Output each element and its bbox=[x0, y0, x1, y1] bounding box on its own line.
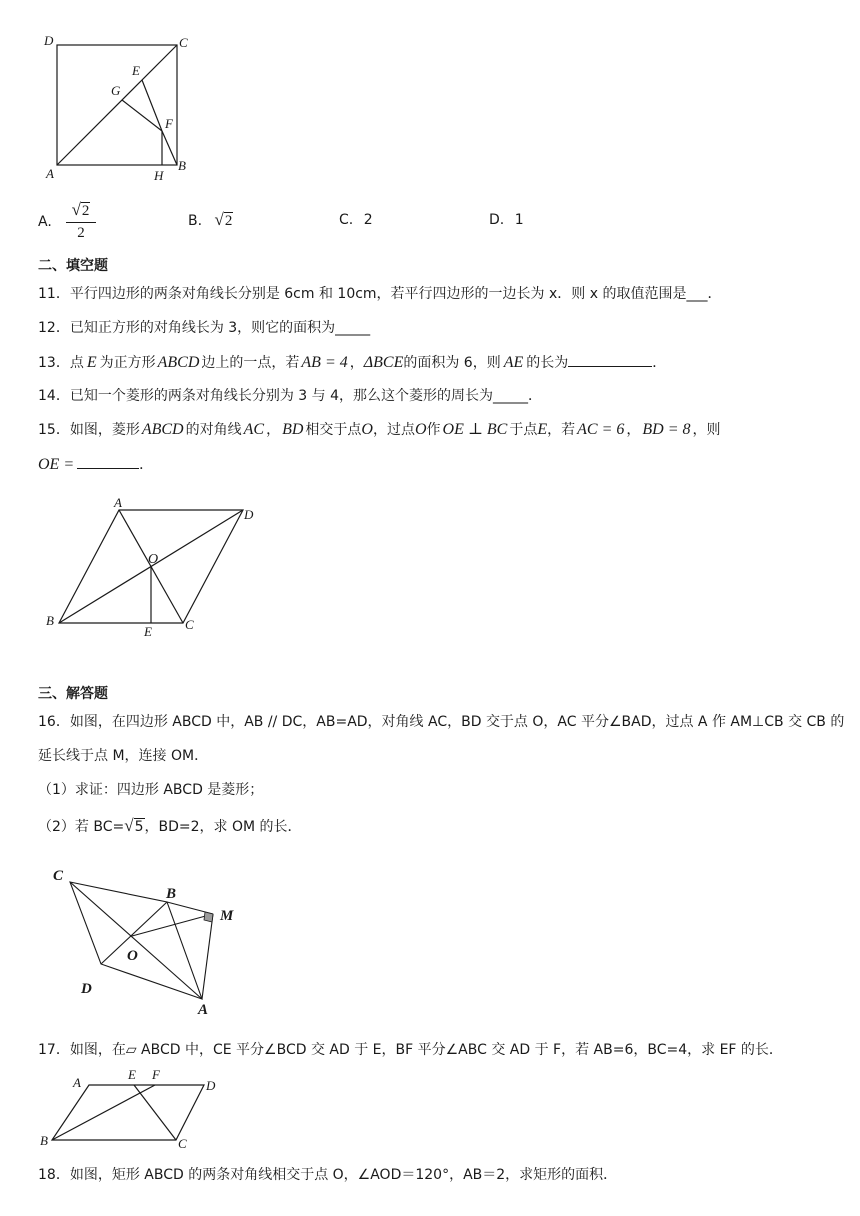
label-b: B bbox=[40, 1133, 48, 1148]
question-15-line-2 bbox=[38, 454, 153, 475]
label-d: D bbox=[44, 33, 54, 48]
q15-point-o: O bbox=[361, 421, 373, 438]
question-17: 17．如图，在▱ ABCD 中，CE 平分∠BCD 交 AD 于 E，BF 平分∠ABC 交 AD 于 F，若 AB=6，BC=4，求 EF 的长． bbox=[38, 1042, 783, 1058]
q13-text-3: 边上的一点，若 bbox=[201, 355, 300, 371]
option-c[interactable] bbox=[339, 210, 373, 230]
option-b-label: B. bbox=[188, 213, 203, 229]
q15-text-5: ，过点 bbox=[372, 422, 415, 438]
q15-end: ． bbox=[139, 457, 154, 473]
q13-ae: AE bbox=[503, 354, 524, 371]
label-o: O bbox=[148, 552, 159, 567]
q15-abcd: ABCD bbox=[141, 421, 184, 438]
label-f: F bbox=[152, 1067, 160, 1082]
option-d-value: 1 bbox=[514, 212, 524, 228]
label-d: D bbox=[206, 1078, 216, 1093]
question-15-line-1 bbox=[38, 420, 721, 440]
label-d: D bbox=[244, 507, 254, 522]
q15-text-6: 作 bbox=[426, 422, 441, 438]
label-g: G bbox=[111, 83, 121, 98]
q15-ac: AC bbox=[243, 421, 265, 438]
label-o: O bbox=[127, 948, 138, 964]
question-16-part-2: （2）若 BC=√5，BD=2，求 OM 的长． bbox=[38, 816, 302, 835]
q15-text-8: ，若 bbox=[547, 422, 576, 438]
question-11: 11．平行四边形的两条对角线长分别是 6cm 和 10cm，若平行四边形的一边长为 x．则 x 的取值范围是___． bbox=[38, 286, 722, 302]
q13-text-2: 为正方形 bbox=[99, 355, 156, 371]
q13-triangle-bce: ΔBCE bbox=[363, 354, 404, 371]
q15-text-7: 于点 bbox=[509, 422, 538, 438]
label-c: C bbox=[185, 617, 194, 632]
question-16-part-1: （1）求证：四边形 ABCD 是菱形； bbox=[38, 782, 264, 798]
label-b: B bbox=[178, 158, 186, 173]
q15-text-2: 的对角线 bbox=[185, 422, 242, 438]
label-h: H bbox=[154, 168, 164, 183]
figure-square-abcd bbox=[40, 30, 200, 185]
label-a: A bbox=[114, 495, 122, 510]
q13-text-6: 的长为 bbox=[526, 355, 569, 371]
option-a-numerator: 2 bbox=[81, 203, 90, 219]
label-c: C bbox=[53, 868, 64, 884]
q13-ab-eq: AB = 4 bbox=[301, 354, 348, 371]
figure-parallelogram bbox=[40, 1065, 230, 1155]
option-c-label: C. bbox=[339, 212, 354, 228]
q15-bd-eq: BD = 8 bbox=[642, 421, 691, 438]
label-c: C bbox=[178, 1136, 187, 1151]
question-12: 12．已知正方形的对角线长为 3，则它的面积为_____ bbox=[38, 320, 371, 336]
q15-text-9: ， bbox=[626, 422, 641, 438]
q15-text-4: 相交于点 bbox=[305, 422, 362, 438]
question-16-line-2: 延长线于点 M，连接 OM． bbox=[38, 748, 209, 764]
label-a: A bbox=[46, 166, 54, 181]
q15-oe-eq: OE = bbox=[38, 456, 75, 473]
question-14: 14．已知一个菱形的两条对角线长分别为 3 与 4，那么这个菱形的周长为_____． bbox=[38, 388, 542, 404]
q13-text-1: 13．点 bbox=[38, 355, 84, 371]
option-a-fraction: √2 2 bbox=[66, 200, 96, 243]
q13-point-e: E bbox=[86, 354, 97, 371]
q13-abcd: ABCD bbox=[157, 354, 200, 371]
q15-oe-perp: OE ⊥ BC bbox=[442, 421, 508, 438]
label-b: B bbox=[166, 886, 177, 902]
q15-ac-eq: AC = 6 bbox=[577, 421, 625, 438]
q15-answer-blank[interactable] bbox=[77, 454, 139, 469]
q16-part2-text-1: （2）若 BC= bbox=[38, 819, 125, 835]
q16-sqrt-5: 5 bbox=[134, 819, 144, 835]
q15-point-e: E bbox=[537, 421, 548, 438]
q15-text-1: 15．如图，菱形 bbox=[38, 422, 140, 438]
label-e: E bbox=[132, 63, 140, 78]
label-d: D bbox=[81, 981, 92, 997]
q15-bd: BD bbox=[282, 421, 304, 438]
option-d-label: D. bbox=[489, 212, 505, 228]
q15-point-o2: O bbox=[414, 421, 427, 438]
label-f: F bbox=[165, 116, 173, 131]
question-13 bbox=[38, 352, 666, 373]
section-title-solutions: 三、解答题 bbox=[38, 686, 108, 702]
option-d[interactable] bbox=[489, 210, 524, 230]
option-a-denominator: 2 bbox=[66, 222, 96, 243]
label-b: B bbox=[46, 613, 54, 628]
label-m: M bbox=[220, 908, 234, 924]
question-18: 18．如图，矩形 ABCD 的两条对角线相交于点 O，∠AOD＝120°，AB＝2，求矩形的面积． bbox=[38, 1167, 618, 1183]
figure-rhombus bbox=[40, 495, 270, 645]
label-e: E bbox=[128, 1067, 136, 1082]
label-a: A bbox=[198, 1002, 209, 1018]
section-title-fill-in: 二、填空题 bbox=[38, 258, 108, 274]
option-b[interactable]: B. √2 bbox=[188, 210, 233, 229]
q15-text-10: ，则 bbox=[692, 422, 721, 438]
right-angle-marker bbox=[204, 912, 213, 922]
option-a-label: A. bbox=[38, 214, 52, 230]
label-a: A bbox=[73, 1075, 81, 1090]
label-c: C bbox=[179, 35, 188, 50]
option-b-value: 2 bbox=[224, 213, 233, 229]
q13-text-7: ． bbox=[652, 355, 667, 371]
q15-text-3: ， bbox=[266, 422, 281, 438]
q13-text-5: 的面积为 6，则 bbox=[403, 355, 501, 371]
option-c-value: 2 bbox=[363, 212, 373, 228]
question-16-line-1: 16．如图，在四边形 ABCD 中，AB // DC，AB=AD，对角线 AC，BD 交于点 O，AC 平分∠BAD，过点 A 作 AM⊥CB 交 CB 的 bbox=[38, 714, 845, 730]
q16-part2-text-2: ，BD=2，求 OM 的长． bbox=[144, 819, 302, 835]
q13-text-4: ， bbox=[349, 355, 364, 371]
figure-quadrilateral-abcdm bbox=[45, 862, 255, 1017]
label-e: E bbox=[144, 624, 152, 639]
q13-answer-blank[interactable] bbox=[568, 352, 652, 367]
